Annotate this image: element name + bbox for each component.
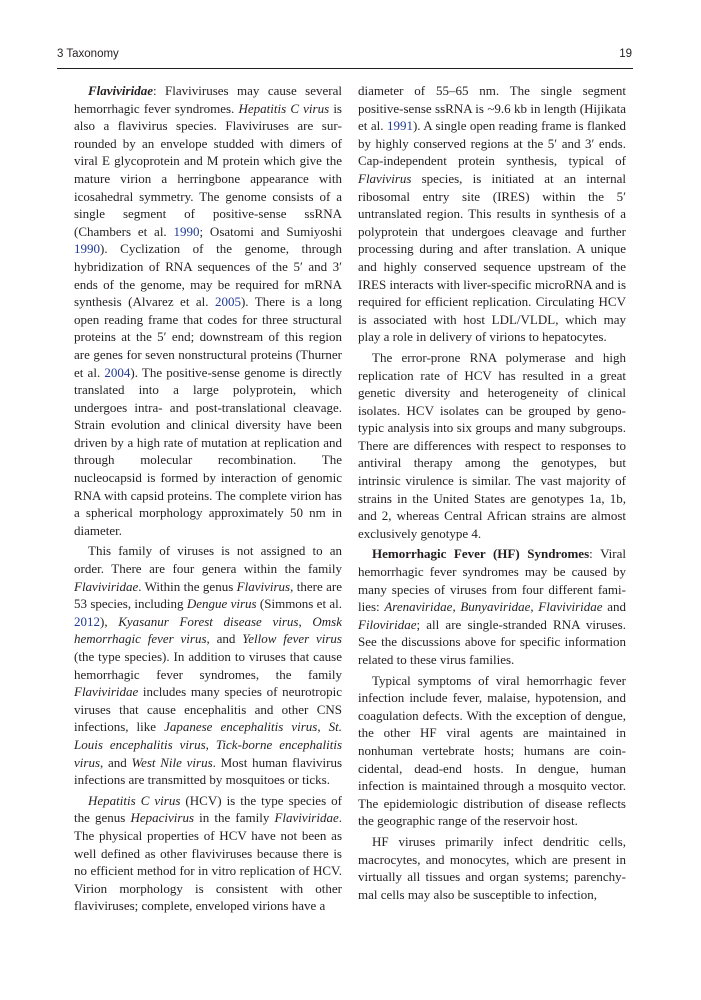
species-name: Hepatitis C virus — [238, 100, 330, 116]
paragraph-hcv — [74, 792, 342, 915]
species-name: Dengue virus — [186, 596, 257, 612]
running-header — [57, 48, 632, 66]
citation-link[interactable]: 1990 — [173, 223, 200, 239]
text-run: , and — [100, 754, 132, 770]
text-run: . Most human flavivirus infections are transmitted by mosquitoes or ticks. — [74, 754, 342, 788]
citation-link[interactable]: 2005 — [214, 294, 241, 310]
species-name: Yellow fever virus — [242, 631, 342, 647]
page-number: 19 — [619, 48, 632, 60]
paragraph-family-genera — [74, 542, 342, 788]
text-run: . Within the genus — [138, 578, 237, 594]
paragraph-hf-cells: HF viruses primarily infect dendritic cells, macrocytes, and monocytes, which are present in virtually all tissues and organ systems; parenchymal cells may also be susceptible to infection, — [358, 833, 626, 902]
species-name: Tick-borne encephalitis virus — [74, 736, 343, 770]
text-run: , — [298, 613, 313, 629]
text-run: ; Osatomi and Sumiyoshi — [199, 223, 342, 239]
text-run: , — [205, 736, 216, 752]
text-run: ). There is a long open reading frame that codes for three structural proteins at the 5′ end; downstream of this region are genes for seven nonstructural proteins (Thurner et al. — [74, 294, 342, 380]
species-name: Flaviviridae — [74, 578, 139, 594]
paragraph-hf-syndromes — [358, 545, 626, 668]
text-run: (HCV) is the type species of the genus — [74, 792, 342, 826]
text-run: diameter of 55–65 nm. The single segment positive-sense ssRNA is ~9.6 kb in length (Hijikata et al. — [358, 83, 626, 134]
text-run: , and — [206, 631, 243, 647]
text-run: and — [602, 599, 626, 615]
species-name: Filoviridae — [358, 616, 417, 632]
right-column — [358, 82, 626, 903]
text-run: includes many species of neurotropic viruses that cause encephalitis and other CNS infections, like — [74, 684, 342, 735]
paragraph-hcv-continued — [358, 82, 626, 346]
species-name: Flavivirus — [236, 578, 291, 594]
citation-link[interactable]: 2004 — [104, 364, 131, 380]
text-run: (Simmons et al. — [256, 596, 342, 612]
species-name: Flaviviridae — [274, 810, 339, 826]
text-run: ). The positive-sense genome is directly translated into a large polyprotein, which undergoes intra- and post-translational cleavage. Strain evolution and clinical diversity have been driven by a high rate of mutation at replication and through molecular recombination. The nucleocapsid is formed by interaction of genomic RNA with capsid proteins. The complete virion has a spherical morphology approximately 50 nm in diameter. — [74, 364, 343, 538]
header-rule — [57, 68, 633, 69]
text-run: in the family — [194, 810, 275, 826]
text-run: This family of viruses is not assigned to an order. There are four genera within the family — [74, 543, 342, 577]
text-run: (the type species). In addition to viruses that cause hemorrhagic fever syndromes, the family — [74, 649, 342, 682]
citation-link[interactable]: 1990 — [74, 241, 100, 257]
species-name: Kyasanur Forest disease virus — [118, 613, 299, 629]
citation-link[interactable]: 2012 — [74, 613, 100, 629]
text-run: ). Cyclization of the genome, through hybridization of RNA sequences of the 5′ and 3′ ends of the genome, may be required for mRNA synthesis (Alvarez et al. — [74, 241, 342, 310]
chapter-title: 3 Taxonomy — [57, 48, 119, 60]
species-name: Arenaviridae, Bunyaviridae, Flaviviridae — [384, 599, 603, 615]
paragraph-flaviviridae — [74, 82, 342, 539]
citation-link[interactable]: 1991 — [386, 118, 413, 134]
text-run: species, is initiated at an internal ribosomal entry site (IRES) within the 5′ untranslated region. This results in synthesis of a polyprotein that undergoes cleavage and further processing during and after translation. A unique and highly conserved sequence upstream of the IRES interacts with liver-specific microRNA and is required for efficient replication. Circulating HCV is associated with host LDL/VLDL, which may play a role in delivery of virions to hepatocytes. — [358, 170, 626, 345]
paragraph-hf-symptoms: Typical symptoms of viral hemorrhagic fever infection include fever, malaise, hypotension, and coagulation defects. With the exception of dengue, the other HF viral agents are maintained in nonhuman vertebrate hosts; humans are coincidental, dead-end hosts. In dengue, human infection is maintained through a mosquito vector. The epidemiologic distribution of disease reflects the geographic range of the reservoir host. — [358, 672, 626, 829]
species-name: St. Louis encephalitis virus — [74, 719, 343, 752]
text-run: ; all are single-stranded RNA viruses. See the discussions above for specific information related to these virus families. — [358, 616, 626, 667]
species-name: Japanese encephalitis virus — [164, 719, 318, 735]
left-column — [74, 82, 342, 915]
species-name: Flavivirus — [358, 170, 412, 186]
species-name: West Nile virus — [131, 754, 213, 770]
text-run: is also a flavivirus species. Flaviviruses are surrounded by an envelope studded with dimers of viral E glycoprotein and M protein which give the mature virion a herringbone appearance with icosahedral symmetry. The genome consists of a single segment of positive-sense ssRNA (Chambers et al. — [74, 100, 342, 239]
species-name: Flaviviridae — [74, 684, 139, 700]
text-run: , there are 53 species, including — [74, 578, 343, 612]
species-name: Hepacivirus — [130, 810, 195, 826]
text-run: . The physical properties of HCV have not been as well defined as other flaviviruses because there is no efficient method for in vitro replication of HCV. Virion morphology is consistent with other flaviviruses; complete, enveloped virions have a — [74, 810, 342, 914]
term-flaviviridae: Flaviviridae — [88, 83, 153, 98]
paragraph-hcv-diversity: The error-prone RNA polymerase and high replication rate of HCV has resulted in a great genetic diversity and heterogeneity of clinical isolates. HCV isolates can be grouped by genotypic analysis into six groups and many subgroups. There are differences with respect to responses to antiviral therapy among the genotypes, but intrinsic virulence is similar. The vast majority of strains in the United States are genotypes 1a, 1b, and 2, whereas Central African strains are almost exclusively genotype 4. — [358, 349, 626, 541]
text-run: ). A single open reading frame is flanked by highly conserved regions at the 5′ and 3′ ends. Cap-independent protein synthesis, typical of — [358, 118, 626, 169]
term-hf-syndromes: Hemorrhagic Fever (HF) Syndromes — [372, 546, 590, 562]
text-run: : Viral hemorrhagic fever syndromes may be caused by many species of viruses from four different families: — [358, 546, 626, 615]
text-run: , — [317, 719, 329, 735]
species-name: Hepatitis C virus — [88, 792, 181, 808]
text-run: : Flaviviruses may cause several hemorrhagic fever syndromes. — [74, 83, 342, 116]
species-name: Omsk hemorrhagic fever virus — [74, 613, 342, 647]
text-run: ), — [100, 613, 119, 629]
